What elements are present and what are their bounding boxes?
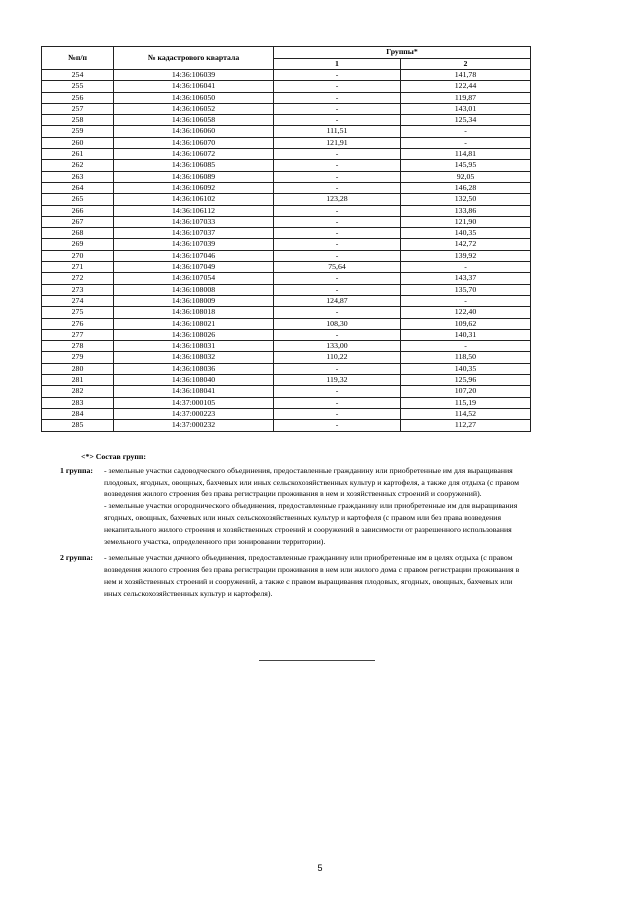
group-2-note [60,552,530,599]
cell-kad: 14:36:106050 [114,92,274,103]
table-row [42,318,531,329]
cell-group-1: - [274,239,401,250]
cell-num: 278 [42,341,114,352]
table-row [42,70,531,81]
cell-group-1: - [274,329,401,340]
cell-group-2: 139,92 [401,250,531,261]
cell-group-1: 75,64 [274,262,401,273]
cell-group-1: - [274,420,401,431]
cell-group-1: - [274,228,401,239]
table-row [42,352,531,363]
cell-group-2: 107,20 [401,386,531,397]
group-1-paragraph-2: - земельные участки огороднического объединения, предоставленные гражданину или приобретенные им для выращивания ягодных, овощных, бахчевых или иных сельскохозяйственных культур и картофеля (с правом или без права возведения некапитального жилого строения и хозяйственных строений и сооружений в зависимости от разрешенного использования земельного участка, определенного при зонировании территории). [104,501,518,546]
header-group-1: 1 [274,58,401,70]
cell-group-2: 112,27 [401,420,531,431]
cell-group-2: - [401,262,531,273]
table-row [42,137,531,148]
table-row [42,420,531,431]
cell-group-2: 122,40 [401,307,531,318]
cell-kad: 14:36:106058 [114,115,274,126]
table-row [42,408,531,419]
table-row [42,295,531,306]
cell-kad: 14:36:106039 [114,70,274,81]
cell-group-1: - [274,81,401,92]
cell-num: 258 [42,115,114,126]
cell-num: 254 [42,70,114,81]
table-row [42,103,531,114]
cell-group-1: - [274,284,401,295]
cell-group-1: - [274,182,401,193]
cell-num: 279 [42,352,114,363]
cell-group-2: 141,78 [401,70,531,81]
cell-kad: 14:36:107046 [114,250,274,261]
cell-group-1: 119,32 [274,375,401,386]
cell-kad: 14:36:107033 [114,216,274,227]
cell-group-2: 143,37 [401,273,531,284]
cell-group-1: - [274,363,401,374]
cell-kad: 14:36:108018 [114,307,274,318]
cell-group-1: 123,28 [274,194,401,205]
cell-kad: 14:36:106092 [114,182,274,193]
table-row [42,363,531,374]
cell-group-1: 108,30 [274,318,401,329]
cell-group-1: 124,87 [274,295,401,306]
cell-group-1: - [274,307,401,318]
cell-kad: 14:36:106085 [114,160,274,171]
cell-num: 255 [42,81,114,92]
cell-kad: 14:36:108040 [114,375,274,386]
cell-group-2: 114,52 [401,408,531,419]
cell-group-2: 119,87 [401,92,531,103]
cell-num: 262 [42,160,114,171]
cell-num: 266 [42,205,114,216]
cell-kad: 14:37:000223 [114,408,274,419]
cell-group-1: - [274,160,401,171]
cell-num: 275 [42,307,114,318]
cell-group-2: 145,95 [401,160,531,171]
cell-group-1: - [274,216,401,227]
cell-kad: 14:36:106112 [114,205,274,216]
cell-num: 281 [42,375,114,386]
cell-num: 271 [42,262,114,273]
cell-num: 265 [42,194,114,205]
table-row [42,160,531,171]
cell-num: 283 [42,397,114,408]
cell-num: 273 [42,284,114,295]
cell-group-1: - [274,250,401,261]
group-1-label: 1 группа: [60,465,93,475]
cell-kad: 14:36:108032 [114,352,274,363]
cell-group-2: 140,35 [401,228,531,239]
cell-num: 282 [42,386,114,397]
cell-kad: 14:36:108036 [114,363,274,374]
cell-kad: 14:36:107054 [114,273,274,284]
cell-num: 260 [42,137,114,148]
cell-group-2: 146,28 [401,182,531,193]
cell-group-2: 133,86 [401,205,531,216]
table-row [42,375,531,386]
cadastral-table [41,46,531,432]
cell-group-2: 132,50 [401,194,531,205]
separator-line [259,660,375,661]
cell-kad: 14:36:107049 [114,262,274,273]
cell-group-2: 125,34 [401,115,531,126]
cell-group-2: 125,96 [401,375,531,386]
table-row [42,205,531,216]
cell-group-2: - [401,295,531,306]
cadastral-table-container [41,46,530,432]
group-1-paragraph-1: - земельные участки садоводческого объединения, предоставленные гражданину или приобретенные им для выращивания плодовых, ягодных, овощных, бахчевых или иных сельскохозяйственных культур и картофеля, а также для отдыха (с правом возведения жилого строения без права регистрации проживания в нем и хозяйственных строений и сооружений). [104,465,520,499]
cell-kad: 14:36:108009 [114,295,274,306]
cell-group-2: 92,05 [401,171,531,182]
table-body [42,70,531,432]
cell-group-1: - [274,273,401,284]
groups-notes [60,451,530,600]
page-number: 5 [317,863,323,873]
cell-num: 277 [42,329,114,340]
header-groups: Группы* [274,47,531,59]
cell-kad: 14:36:107039 [114,239,274,250]
cell-kad: 14:36:106070 [114,137,274,148]
cell-group-2: 142,72 [401,239,531,250]
cell-group-1: - [274,171,401,182]
cell-group-2: 121,90 [401,216,531,227]
table-row [42,307,531,318]
cell-kad: 14:36:107037 [114,228,274,239]
cell-group-2: 140,31 [401,329,531,340]
cell-kad: 14:36:106060 [114,126,274,137]
cell-group-2: 109,62 [401,318,531,329]
cell-kad: 14:37:000232 [114,420,274,431]
table-row [42,216,531,227]
cell-group-2: - [401,126,531,137]
table-row [42,386,531,397]
cell-group-2: - [401,137,531,148]
cell-num: 263 [42,171,114,182]
cell-num: 264 [42,182,114,193]
cell-num: 268 [42,228,114,239]
group-1-note [60,465,530,548]
group-2-paragraph-1: - земельные участки дачного объединения, предоставленные гражданину или приобретенные им в целях отдыха (с правом возведения жилого строения без права регистрации проживания в нем или жилого дома с правом регистрации проживания в нем и хозяйственных строений и сооружений, а также с правом выращивания плодовых, ягодных, овощных, бахчевых или иных сельскохозяйственных культур и картофеля). [104,553,520,598]
header-num: №п/п [42,47,114,70]
cell-group-2: - [401,341,531,352]
cell-num: 284 [42,408,114,419]
cell-group-1: - [274,92,401,103]
cell-num: 269 [42,239,114,250]
cell-group-1: - [274,115,401,126]
table-row [42,115,531,126]
table-row [42,329,531,340]
cell-num: 267 [42,216,114,227]
table-row [42,126,531,137]
table-row [42,262,531,273]
table-row [42,81,531,92]
cell-group-1: - [274,103,401,114]
cell-kad: 14:37:000105 [114,397,274,408]
cell-group-2: 122,44 [401,81,531,92]
cell-kad: 14:36:108021 [114,318,274,329]
table-row [42,397,531,408]
header-kad: № кадастрового квартала [114,47,274,70]
table-row [42,239,531,250]
table-row [42,250,531,261]
cell-kad: 14:36:106041 [114,81,274,92]
cell-num: 280 [42,363,114,374]
cell-num: 270 [42,250,114,261]
table-row [42,182,531,193]
cell-kad: 14:36:108026 [114,329,274,340]
cell-group-1: 133,00 [274,341,401,352]
cell-num: 256 [42,92,114,103]
table-row [42,149,531,160]
cell-kad: 14:36:108008 [114,284,274,295]
cell-num: 257 [42,103,114,114]
cell-group-2: 114,81 [401,149,531,160]
cell-group-2: 135,70 [401,284,531,295]
cell-kad: 14:36:106052 [114,103,274,114]
cell-group-1: - [274,149,401,160]
cell-num: 274 [42,295,114,306]
cell-num: 272 [42,273,114,284]
cell-group-1: - [274,205,401,216]
table-row [42,284,531,295]
cell-kad: 14:36:106102 [114,194,274,205]
cell-group-1: - [274,386,401,397]
cell-num: 285 [42,420,114,431]
table-row [42,228,531,239]
cell-group-1: - [274,70,401,81]
cell-kad: 14:36:108031 [114,341,274,352]
cell-num: 276 [42,318,114,329]
header-group-2: 2 [401,58,531,70]
cell-group-2: 140,35 [401,363,531,374]
cell-group-1: 110,22 [274,352,401,363]
group-2-label: 2 группа: [60,553,93,563]
cell-kad: 14:36:106089 [114,171,274,182]
notes-heading: <*> Состав групп: [81,452,146,461]
cell-group-2: 115,19 [401,397,531,408]
cell-num: 259 [42,126,114,137]
table-row [42,194,531,205]
cell-group-2: 143,01 [401,103,531,114]
table-row [42,273,531,284]
cell-kad: 14:36:108041 [114,386,274,397]
cell-group-1: - [274,408,401,419]
cell-num: 261 [42,149,114,160]
cell-group-1: 111,51 [274,126,401,137]
table-row [42,171,531,182]
cell-group-1: - [274,397,401,408]
table-row [42,341,531,352]
table-row [42,92,531,103]
cell-group-2: 118,50 [401,352,531,363]
cell-kad: 14:36:106072 [114,149,274,160]
cell-group-1: 121,91 [274,137,401,148]
